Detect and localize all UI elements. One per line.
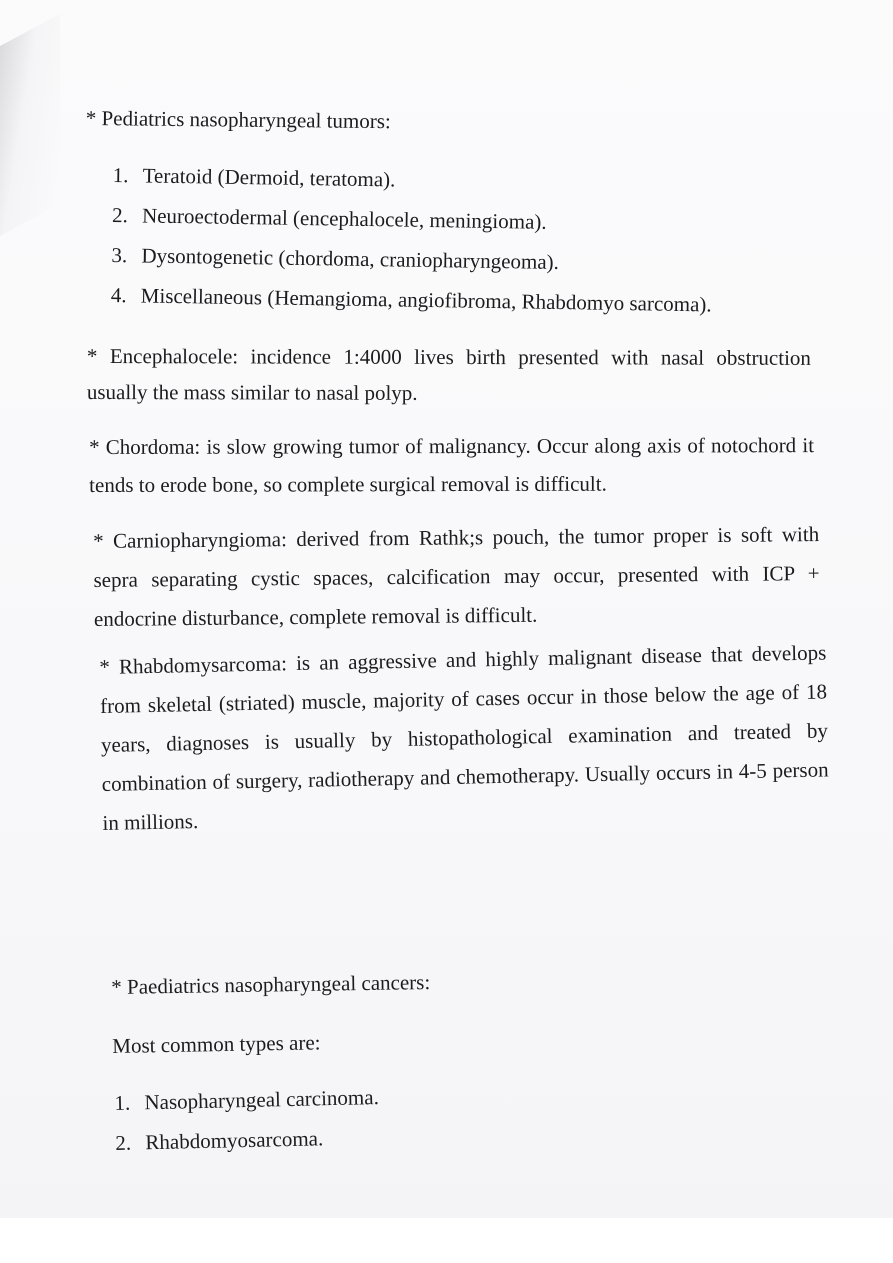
- list-item: 4. Miscellaneous (Hemangioma, angiofibroma, Rhabdomyo sarcoma).: [110, 282, 712, 317]
- paragraph-rhabdomyosarcoma: * Rhabdomysarcoma: is an aggressive and highly malignant disease that develops from skeletal (striated) muscle, majority of cases occur in those below the age of 18 years, diagnoses is usually by histopathological examination and treated by combination of surgery, radiotherapy and chemotherapy. Usually occurs in 4-5 person in millions.: [99, 640, 829, 835]
- list-item: 1. Nasopharyngeal carcinoma.: [114, 1084, 380, 1115]
- tumors-list: [110, 155, 812, 326]
- page-fold-shadow: [0, 14, 60, 236]
- list-item: 3. Dysontogenetic (chordoma, craniopharyngeoma).: [111, 242, 560, 275]
- paragraph-craniopharyngioma: * Carniopharyngioma: derived from Rathk;s pouch, the tumor proper is soft with sepra separating cystic spaces, calcification may occur, presented with ICP + endocrine disturbance, complete removal is difficult.: [93, 522, 820, 631]
- page-bottom-margin: [0, 1218, 893, 1263]
- list-item: 1. Teratoid (Dermoid, teratoma).: [112, 162, 396, 192]
- paragraph-encephalocele: * Encephalocele: incidence 1:4000 lives birth presented with nasal obstruction usually the mass similar to nasal polyp.: [86, 343, 811, 405]
- list-item: 2. Neuroectodermal (encephalocele, meningioma).: [111, 202, 547, 234]
- cancers-list: [114, 1072, 616, 1163]
- cancers-heading: * Paediatrics nasopharyngeal cancers:: [111, 969, 431, 999]
- list-item: 2. Rhabdomyosarcoma.: [115, 1126, 324, 1155]
- tumors-heading: * Pediatrics nasopharyngeal tumors:: [85, 105, 391, 134]
- cancers-subheading: Most common types are:: [112, 1030, 321, 1058]
- paragraph-chordoma: * Chordoma: is slow growing tumor of malignancy. Occur along axis of notochord it tends to erode bone, so complete surgical removal is difficult.: [89, 433, 815, 497]
